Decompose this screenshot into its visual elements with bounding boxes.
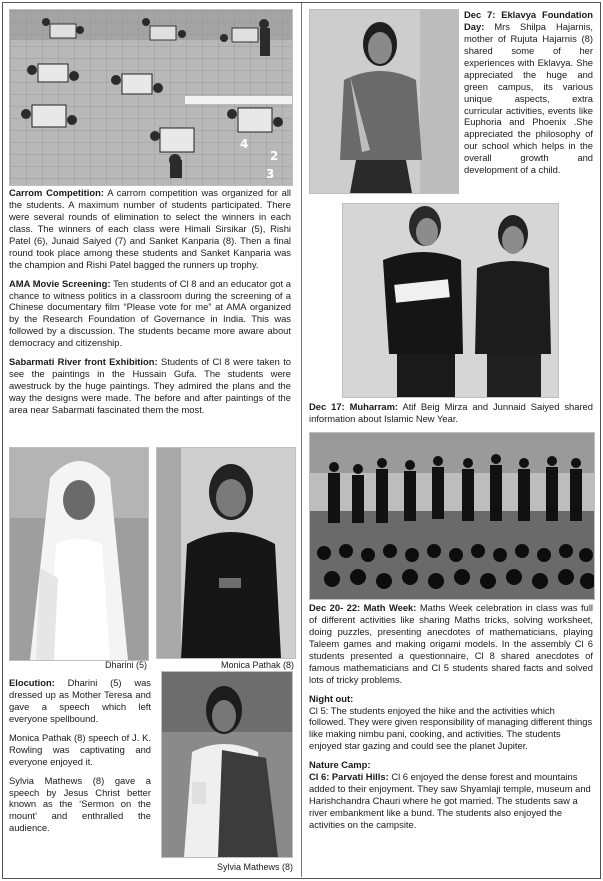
sabarmati-body: Students of Cl 8 were taken to see the paintings in the Hussain Gufa. The students were awestruck by the huge paintings. They admired the plans and the way the designs were made. The before and after paintings of the area near Sabarmati fascinated them the most. (9, 356, 292, 415)
dharini-caption: Dharini (5) (104, 660, 147, 670)
court-number: 4 (240, 137, 249, 151)
elocution-heading: Elocution: (9, 677, 55, 688)
muharram-photo (342, 203, 559, 398)
eklavya-article (464, 9, 593, 176)
elocution-p1: Dharini (5) was dressed up as Mother Teresa and gave a speech which left everyone spellbound. (9, 677, 151, 724)
column-divider (301, 3, 302, 877)
night-out-body: Cl 5: The students enjoyed the hike and the activities which followed. They were given responsibility of managing different things like making nimbu pani, cooking, and activities. The students enjoyed star gazing and could see the planet Jupiter. (309, 704, 593, 752)
muharram-article (309, 401, 593, 425)
ama-article (9, 278, 291, 350)
math-week-article (309, 602, 593, 686)
sylvia-photo (161, 671, 293, 858)
court-number: 2 (270, 149, 279, 163)
carrom-competition-photo (9, 9, 293, 186)
right-articles (309, 602, 593, 838)
shilpa-hajarnis-photo (309, 9, 459, 194)
carrom-heading: Carrom Competition: (9, 187, 104, 198)
monica-photo (156, 447, 296, 659)
eklavya-body: Mrs Shilpa Hajarnis, mother of Rujuta Hajarnis (8) shared some of her experiences with Eklavya. She appreciated the huge and green campus, its various unique aspects, extra curricular activities, events like Euphoria and Phoenix .She appreciated the philosophy of our school which helps in the overall growth and development of a child. (464, 20, 593, 176)
court-number: 3 (266, 167, 275, 181)
math-week-body: Maths Week celebration in class was full of different activities like sharing Maths tricks, solving worksheet, doing puzzles, presenting anecdotes of mathematicians, playing Taleem games and making origami models. In the assembly Cl 6 students presented a questionnaire, Cl 8 shared anecdotes of famous mathematicians and Cl 5 students shared facts and solved lots of tricky problems. (309, 602, 593, 685)
eklavya-heading: Dec 7: Eklavya Foundation Day: (464, 9, 593, 32)
elocution-p3: Sylvia Mathews (8) gave a speech by Jesus Christ better known as the ‘Sermon on the mount’ and enthralled the audience. (9, 774, 151, 834)
ama-body: Ten students of Cl 8 and an educator got a chance to witness politics in a classroom during the screening of a Chinese documentary film “Please vote for me” at AMA organized by the Research Foundation of Governance in India. This was followed by a discussion. The students became more aware about democracy and citizenship. (9, 277, 292, 349)
muharram-body: Atif Beig Mirza and Junnaid Saiyed shared information about Islamic New Year. (309, 401, 593, 424)
carrom-body: A carrom competition was organized for all the students. A maximum number of students participated. There were several rounds of elimination to select the winners in each class. The winners of each class were Himali Sirsikar (5), Rishi Patel (6), Junaid Saiyed (7) and Sanket Kanparia (8). Then a final round took place among these students and Sanket Kanparia was the champion and Rishi Patel bagged the runners up trophy. (9, 187, 291, 270)
sylvia-caption: Sylvia Mathews (8) (216, 862, 293, 872)
ama-heading: AMA Movie Screening: (9, 277, 111, 289)
monica-caption: Monica Pathak (8) (220, 660, 294, 670)
nature-camp-article (309, 759, 593, 831)
muharram-heading: Dec 17: Muharram: (309, 401, 399, 412)
night-out-article (309, 693, 593, 753)
sabarmati-article (9, 356, 291, 416)
math-week-heading: Dec 20- 22: Math Week: (309, 602, 417, 613)
nature-camp-body: Cl 6 enjoyed the dense forest and mountains added to their enjoyment. They saw Shyamlaji temple, museum and Harishchandra Chauri where he got married. The students saw a river embankment like a bund. The students also enjoyed the activities on the campsite. (309, 771, 591, 830)
dharini-photo (9, 447, 149, 661)
math-week-assembly-photo (309, 432, 595, 600)
elocution-p2: Monica Pathak (8) speech of J. K. Rowling was captivating and everyone enjoyed it. (9, 731, 151, 767)
left-articles (9, 187, 291, 423)
nature-camp-subheading: Cl 6: Parvati Hills: (309, 771, 389, 783)
elocution-article (9, 677, 151, 841)
nature-camp-heading: Nature Camp: (309, 759, 371, 771)
night-out-heading: Night out: (309, 692, 354, 704)
sabarmati-heading: Sabarmati River front Exhibition: (9, 356, 158, 368)
carrom-article (9, 187, 291, 271)
